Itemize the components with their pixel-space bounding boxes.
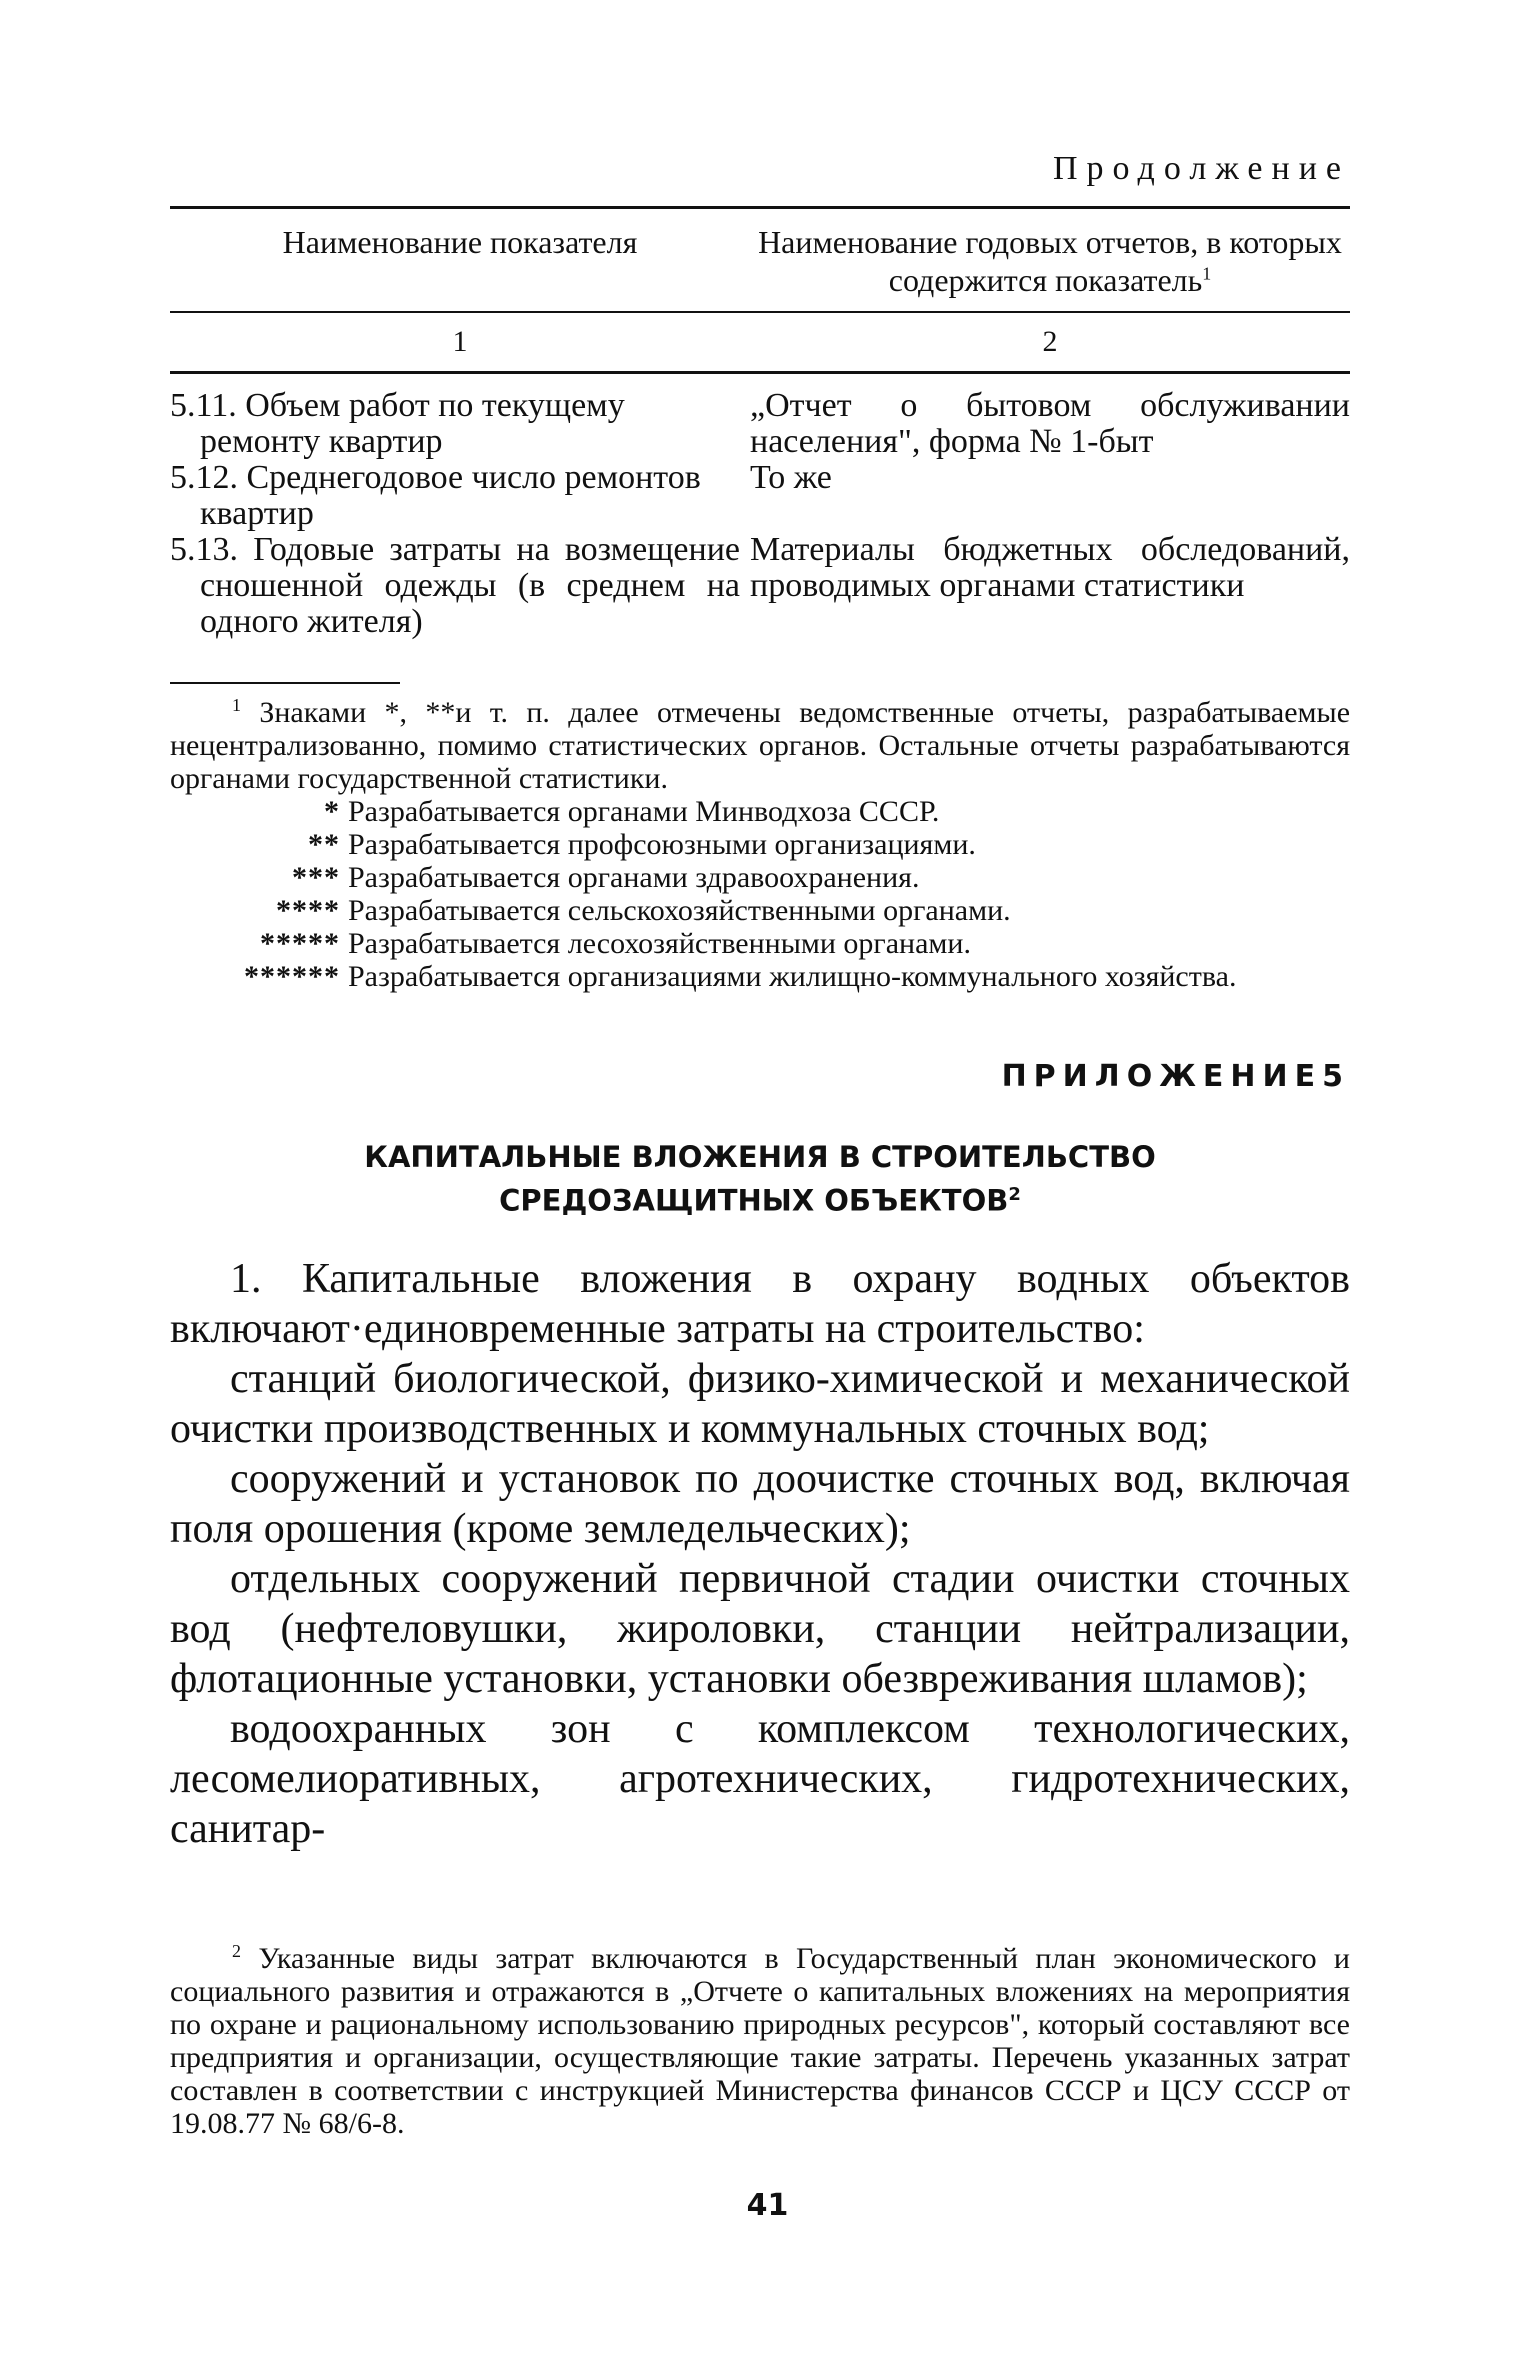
mark-text: Разрабатывается лесохозяйственными органами. xyxy=(348,927,971,960)
indicator-cell: 5.11. Объем работ по текущему ремонту квартир xyxy=(170,387,625,460)
continuation-label: Продолжение xyxy=(1052,150,1350,187)
table-row xyxy=(170,373,1350,461)
list-item: станций биологической, физико-химической и механической очистки производственных и коммунальных сточных вод; xyxy=(170,1355,1350,1452)
page-number: 41 xyxy=(746,2188,789,2223)
list-item: отдельных сооружений первичной стадии очистки сточных вод (нефтеловушки, жироловки, станции нейтрализации, флотационные установки, установки обезвреживания шламов); xyxy=(170,1555,1350,1702)
footnote-1 xyxy=(170,696,1350,795)
mark-symbol: * xyxy=(324,795,340,828)
footnote-ref-2: 2 xyxy=(1008,1184,1021,1205)
mark-text: Разрабатывается органами Минводхоза СССР. xyxy=(348,795,940,828)
list-item: водоохранных зон с комплексом технологических, лесомелиоративных, агротехнических, гидротехнических, санитар- xyxy=(170,1705,1350,1852)
mark-text: Разрабатывается профсоюзными организациями. xyxy=(348,828,976,861)
footnote-ref-1: 1 xyxy=(1202,263,1212,284)
mark-text: Разрабатывается организациями жилищно-коммунального хозяйства. xyxy=(348,960,1237,993)
report-cell: Материалы бюджетных обследований, проводимых органами статистики xyxy=(750,531,1350,604)
mark-text: Разрабатывается сельскохозяйственными органами. xyxy=(348,894,1011,927)
mark-text: Разрабатывается органами здравоохранения. xyxy=(348,861,920,894)
section-title-line-2: СРЕДОЗАЩИТНЫХ ОБЪЕКТОВ xyxy=(499,1183,1009,1218)
mark-symbol: ****** xyxy=(244,960,340,993)
list-item xyxy=(170,828,1350,861)
header-indicator-name: Наименование показателя xyxy=(282,224,638,260)
list-item xyxy=(170,795,1350,828)
list-item xyxy=(170,894,1350,927)
header-report-name: Наименование годовых отчетов, в которых содержится показатель$^1$ xyxy=(758,224,1342,298)
footnote-separator xyxy=(170,682,400,684)
footnote-1-text: Знаками *, **и т. п. далее отмечены ведомственные отчеты, разрабатываемые нецентрализованно, помимо статистических органов. Остальные отчеты разрабатываются органами государственной статистики. xyxy=(170,696,1351,795)
column-number-2: 2 xyxy=(750,312,1350,373)
list-item: сооружений и установок по доочистке сточных вод, включая поля орошения (кроме земледельческих); xyxy=(170,1455,1350,1552)
report-cell: То же xyxy=(750,459,832,496)
mark-symbol: ** xyxy=(308,828,340,861)
body-text xyxy=(170,1254,1350,1854)
table-row xyxy=(170,460,1350,532)
list-item xyxy=(170,861,1350,894)
indicator-cell: 5.13. Годовые затраты на возмещение сношенной одежды (в среднем на одного жителя) xyxy=(170,531,740,640)
footnote-1-marker: 1 xyxy=(232,695,241,715)
mark-symbol: **** xyxy=(276,894,340,927)
appendix-label: ПРИЛОЖЕНИЕ5 xyxy=(1001,1059,1350,1094)
column-number-1: 1 xyxy=(170,312,750,373)
indicator-cell: 5.12. Среднегодовое число ремонтов квартир xyxy=(170,459,701,532)
list-item xyxy=(170,927,1350,960)
footnote-2-text: Указанные виды затрат включаются в Государственный план экономического и социального развития и отражаются в „Отчете о капитальных вложениях на мероприятия по охране и рациональному использованию природных ресурсов", который составляют все предприятия и организации, осуществляющие такие затраты. Перечень указанных затрат составлен в соответствии с инструкцией Министерства финансов СССР и ЦСУ СССР от 19.08.77 № 68/6-8. xyxy=(170,1941,1350,2140)
mark-symbol: ***** xyxy=(260,927,340,960)
report-cell: „Отчет о бытовом обслуживании населения", форма № 1-быт xyxy=(750,387,1350,460)
section-title xyxy=(170,1138,1350,1220)
table-row xyxy=(170,532,1350,640)
footnote-marks-list xyxy=(170,795,1350,993)
table-header-row xyxy=(170,208,1350,313)
page-content xyxy=(170,150,1350,2140)
footnote-2 xyxy=(170,1942,1350,2140)
body-intro: 1. Капитальные вложения в охрану водных объектов включают·единовременные затраты на строительство: xyxy=(170,1255,1350,1352)
indicators-table xyxy=(170,206,1350,640)
column-numbers-row xyxy=(170,312,1350,373)
section-title-line-1: КАПИТАЛЬНЫЕ ВЛОЖЕНИЯ В СТРОИТЕЛЬСТВО xyxy=(364,1140,1156,1174)
list-item xyxy=(170,960,1350,993)
mark-symbol: *** xyxy=(292,861,340,894)
footnote-2-marker: 2 xyxy=(232,1940,241,1961)
